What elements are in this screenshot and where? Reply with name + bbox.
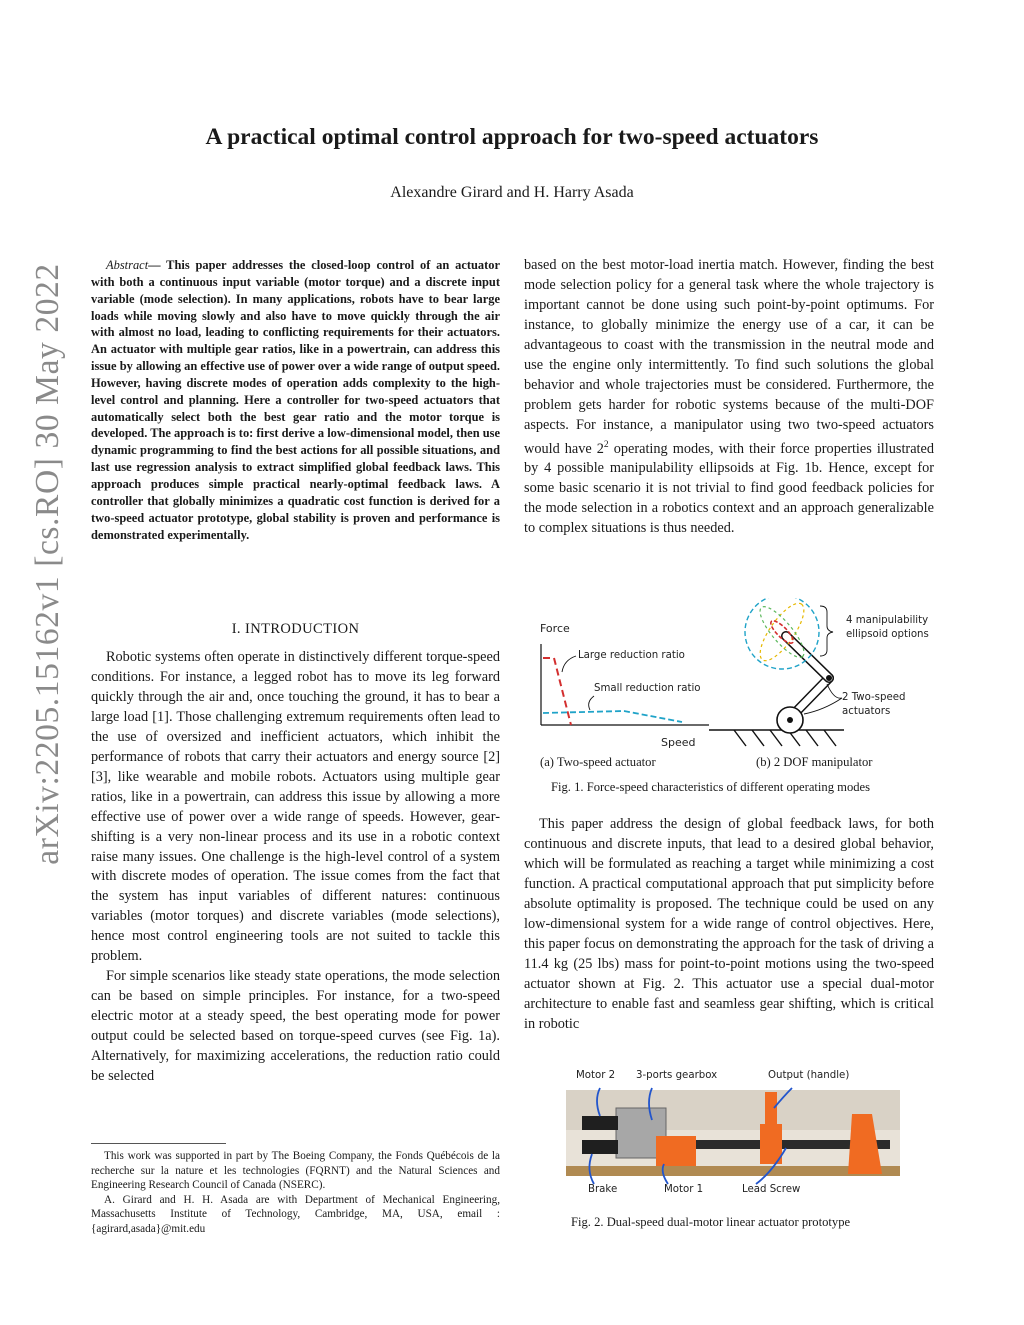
intro-paragraph-2: For simple scenarios like steady state operations, the mode selection can be based on simple principles. For instance, for a two-speed electric motor at a steady speed, the best operating mode for power output could be selected based on torque-speed curves (see Fig. 1a). Alternatively, for maximizing accelerations, the reduction ratio could be selected bbox=[91, 968, 500, 1085]
section-heading-introduction: I. INTRODUCTION bbox=[231, 621, 360, 637]
paper-title: A practical optimal control approach for two-speed actuators bbox=[205, 124, 819, 150]
footnote bbox=[91, 1143, 500, 1237]
motor-1-housing bbox=[656, 1136, 696, 1166]
abstract-label: Abstract bbox=[106, 258, 149, 272]
leadscrew-label: Lead Screw bbox=[742, 1184, 801, 1195]
manipulator-drawing bbox=[709, 598, 844, 746]
ellipsoid-brace bbox=[820, 606, 833, 656]
force-label: Force bbox=[540, 622, 570, 635]
paragraph-2: This paper address the design of global feedback laws, for both continuous and discrete inputs, that lead to a desired global behavior, which will be formulated as reaching a target while minimizing a cost function. A practical computational approach that put simplicity before absolute optimality is proposed. The technique could be used on any low-dimensional system for a wide range of control objectives. Here, this paper focus on demonstrating the approach for the task of driving a 11.4 kg (25 lbs) mass for point-to-point motions using the two-speed actuator shown at Fig. 2. This actuator use a special dual-motor architecture to enable fast and seamless gear shifting, which is critical in robotic bbox=[524, 816, 934, 1032]
large-ratio-curve bbox=[543, 658, 571, 725]
paragraph-1-text: based on the best motor-load inertia match. However, finding the best mode selection policy for a general task where the whole trajectory is important cannot be done using such point-by-point optimums. For instance, to globally minimize the energy use of a car, it can be advantageous to coast with the transmission in the neutral mode and use the engine only intermittently. To find such solutions the global behavior and whole trajectories must be considered. Furthermore, the problem gets harder for robotic systems because of the multi-DOF aspects. For instance, a manipulator using two two-speed actuators would have 2 bbox=[524, 257, 934, 457]
subcaption-b: (b) 2 DOF manipulator bbox=[756, 755, 873, 769]
intro-paragraph-1: Robotic systems often operate in distinctively different torque-speed conditions. For instance, a legged robot has to move its leg forward quickly through the air and, once touching the ground, it has to bear a large load [1]. Those challenging extremum requirements often lead to the use of oversized and inefficient actuators, which inhibit the performance of robots that carry their actuators and energy source [2] [3], like wearable and mobile robots. Actuators using multiple gear ratios, like in a powertrain, can address this issue by allowing a more effective use of power over a wide range of speeds. However, gear-shifting is a very non-linear process and its use in a robotic context raise many issues. One challenge is the high-level control of a system with discrete modes of operation. The issue comes from the fact that the system has input variables of different natures: continuous variables (motor torques) and discrete variables (mode selections), hence most control engineering tools are not suited to tackle this problem. bbox=[91, 649, 500, 965]
small-ratio-curve bbox=[543, 711, 682, 722]
paragraph-1-end: operating modes, with their force properties illustrated by 4 possible manipulability ellipsoids at Fig. 1b. Hence, except for some basic scenario it is not trivial to find good feedback policies for the mode selection in a robotics context and an approach generalizable to complex situations is thus needed. bbox=[524, 440, 935, 537]
arxiv-stamp: arXiv:2205.15162v1 [cs.RO] 30 May 2022 bbox=[29, 263, 66, 865]
base-joint-center bbox=[787, 717, 793, 723]
figure-2 bbox=[560, 1068, 906, 1198]
ground-hatch bbox=[734, 730, 746, 746]
ground-hatch bbox=[770, 730, 782, 746]
abstract: Abstract— This paper addresses the closed-loop control of an actuator with both a continuous input variable (motor torque) and a discrete input variable (mode selection). In many applications, robots have to bear large loads while moving slowly and also have to move quickly through the air with almost no load, leading to conflicting requirements for their actuators. An actuator with multiple gear ratios, like in a powertrain, can address this issue by allowing an effective use of power over a wide range of output speed. However, having discrete modes of operation adds complexity to the high-level control and planning. Here a controller for two-speed actuators that automatically select both the best gear ratio and the motor torque is developed. The approach is to: first derive a low-dimensional model, then use dynamic programming to find the best actions for all possible situations, and last use regression analysis to extract simplified global feedback laws. This approach produces simple practical nearly-optimal feedback laws. A controller that globally minimizes a quadratic cost function is derived for a two-speed actuator prototype, global stability is proven and performance is demonstrated experimentally. bbox=[91, 258, 500, 542]
right-column-paragraph-1 bbox=[524, 256, 934, 539]
ground-hatch bbox=[752, 730, 764, 746]
small-ratio-callout bbox=[589, 696, 594, 710]
ellipsoid-label-2: ellipsoid options bbox=[846, 629, 929, 640]
ground-hatch bbox=[824, 730, 836, 746]
speed-label: Speed bbox=[661, 736, 696, 749]
output-label: Output (handle) bbox=[768, 1070, 850, 1081]
actuator-callout bbox=[827, 684, 842, 698]
brake-label: Brake bbox=[588, 1184, 618, 1195]
figure-1 bbox=[524, 598, 934, 818]
footnote-support: This work was supported in part by The Boeing Company, the Fonds Québécois de la recherche sur la nature et les technologies (FQRNT) and the Natural Sciences and Engineering Research Council of Canada (NSERC). bbox=[91, 1150, 500, 1192]
actuators-label: 2 Two-speed bbox=[842, 692, 906, 703]
brake-motor bbox=[582, 1140, 618, 1154]
abstract-text: This paper addresses the closed-loop control of an actuator with both a continuous input variable (motor torque) and a discrete input variable (mode selection). In many applications, robots have to bear large loads while moving slowly and also have to move quickly through the air with almost no load, leading to conflicting requirements for their actuators. An actuator with multiple gear ratios, like in a powertrain, can address this issue by allowing an effective use of power over a wide range of output speed. However, having discrete modes of operation adds complexity to the high-level control and planning. Here a controller for two-speed actuators that automatically select both the best gear ratio and the motor torque is developed. The approach is to: first derive a low-dimensional model, then use dynamic programming to find the best actions for all possible situations, and last use regression analysis to extract simplified global feedback laws. This approach produces simple practical nearly-optimal feedback laws. A controller that globally minimizes a quadratic cost function is derived for a two-speed actuator prototype, global stability is proven and performance is demonstrated experimentally. bbox=[91, 258, 500, 542]
small-ratio-label: Small reduction ratio bbox=[594, 683, 701, 694]
ellipsoid-label: 4 manipulability bbox=[846, 615, 929, 626]
motor-2 bbox=[582, 1116, 618, 1130]
right-column-paragraph-2 bbox=[524, 815, 934, 1034]
footnote-affiliation: A. Girard and H. H. Asada are with Department of Mechanical Engineering, Massachusetts Institute of Technology, Cambridge, MA, USA, email : {agirard,asada}@mit.edu bbox=[91, 1193, 500, 1235]
gearbox-label: 3-ports gearbox bbox=[636, 1070, 718, 1081]
output-handle bbox=[765, 1092, 777, 1126]
authors: Alexandre Girard and H. Harry Asada bbox=[390, 184, 634, 201]
figure-2-caption: Fig. 2. Dual-speed dual-motor linear actuator prototype bbox=[571, 1215, 851, 1229]
actuators-label-2: actuators bbox=[842, 706, 891, 717]
intro-text bbox=[91, 648, 500, 1087]
ground-hatch bbox=[806, 730, 818, 746]
motor2-label: Motor 2 bbox=[576, 1070, 616, 1081]
subcaption-a: (a) Two-speed actuator bbox=[540, 755, 656, 769]
elbow-joint bbox=[826, 675, 832, 681]
large-ratio-callout bbox=[562, 656, 576, 672]
large-ratio-label: Large reduction ratio bbox=[578, 650, 685, 661]
figure-2-photo bbox=[560, 1068, 906, 1198]
footnote-rule bbox=[91, 1143, 226, 1144]
motor1-label: Motor 1 bbox=[664, 1184, 704, 1195]
figure-1-caption: Fig. 1. Force-speed characteristics of different operating modes bbox=[551, 780, 871, 794]
superscript: 2 bbox=[603, 439, 609, 450]
